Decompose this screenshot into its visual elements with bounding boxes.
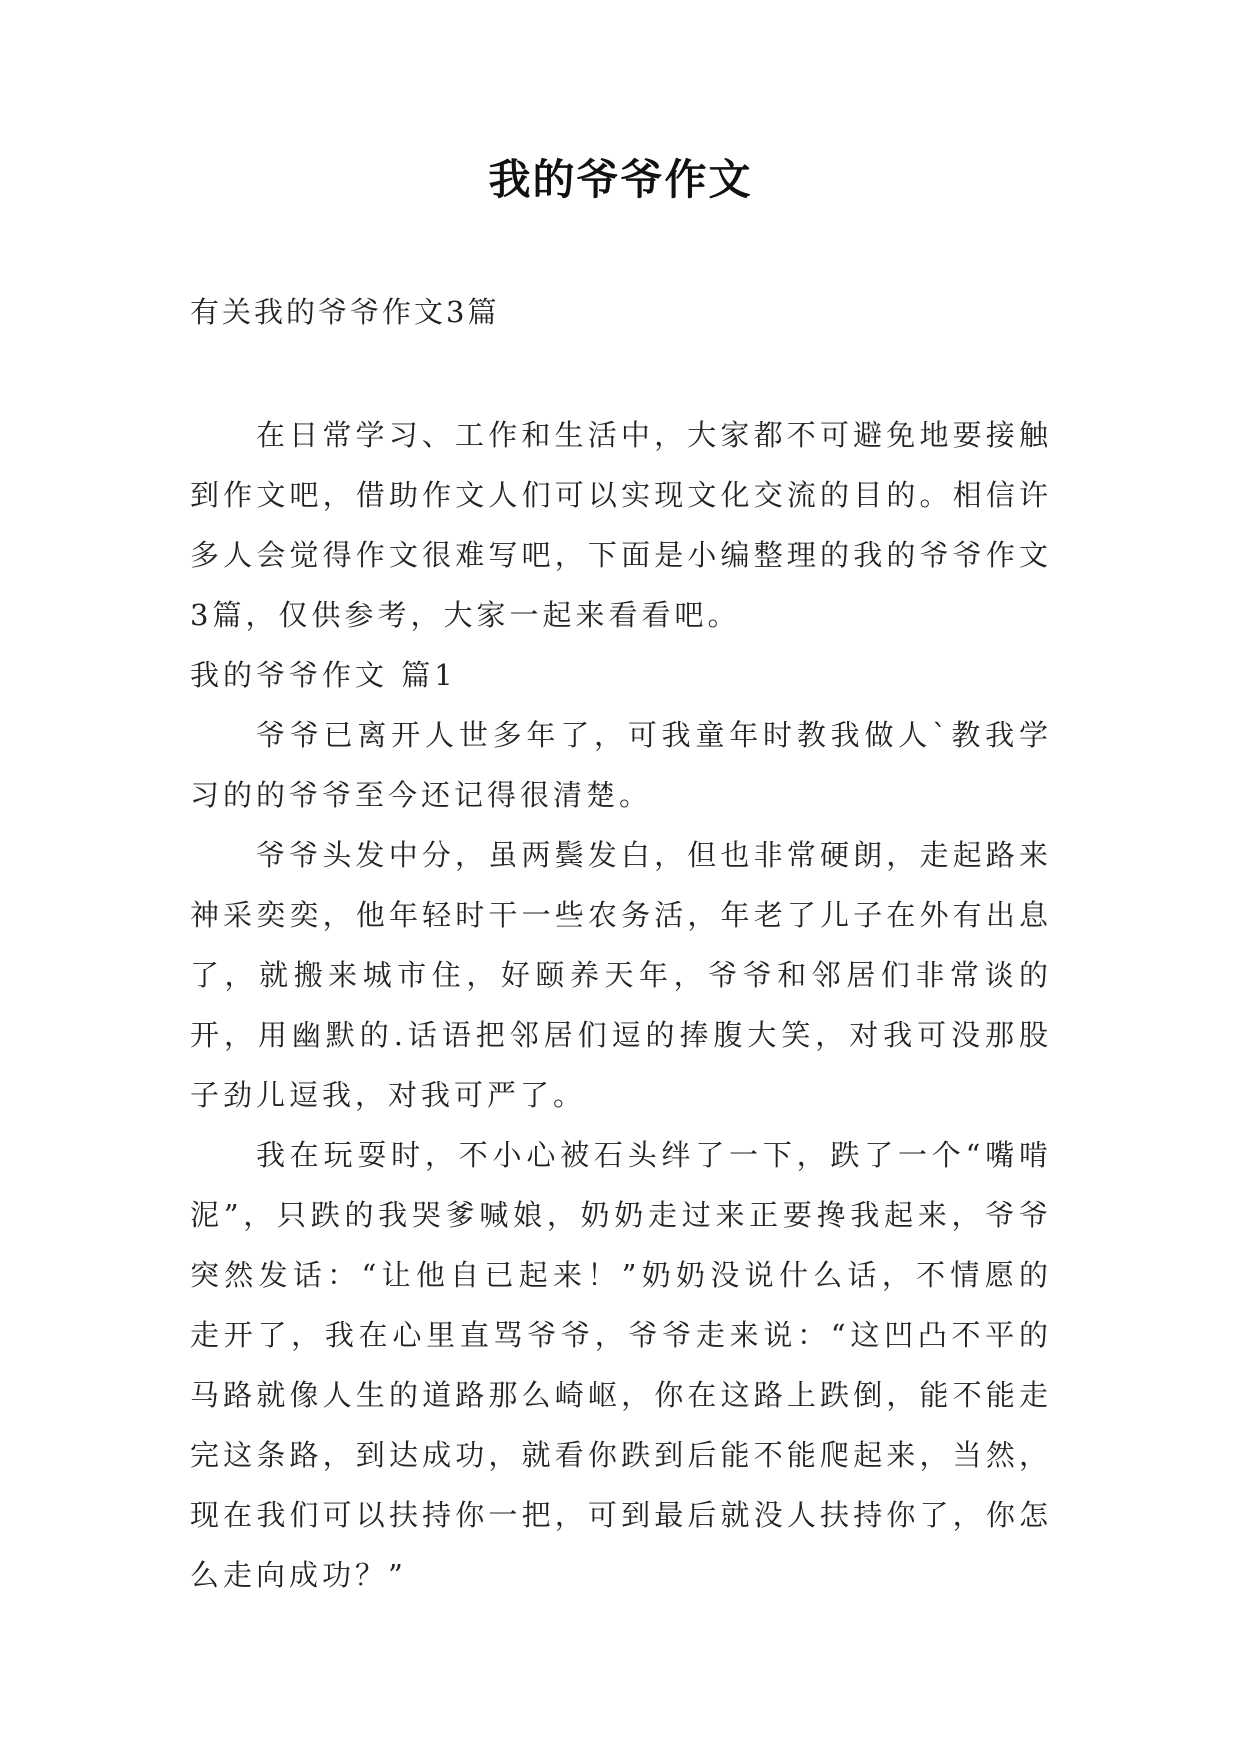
body-paragraph-3: 我在玩耍时，不小心被石头绊了一下，跌了一个“嘴啃泥”，只跌的我哭爹喊娘，奶奶走过来正要搀我起来，爷爷突然发话：“让他自已起来！”奶奶没说什么话，不情愿的走开了，我在心里直骂爷爷，爷爷走来说：“这凹凸不平的马路就像人生的道路那么崎岖，你在这路上跌倒，能不能走完这条路，到达成功，就看你跌到后能不能爬起来，当然，现在我们可以扶持你一把，可到最后就没人扶持你了，你怎么走向成功？” bbox=[190, 1138, 1052, 1592]
document-body bbox=[190, 405, 1052, 1605]
body-paragraph-2: 爷爷头发中分，虽两鬓发白，但也非常硬朗，走起路来神采奕奕，他年轻时干一些农务活，年老了儿子在外有出息了，就搬来城市住，好颐养天年，爷爷和邻居们非常谈的开，用幽默的.话语把邻居们逗的捧腹大笑，对我可没那股子劲儿逗我，对我可严了。 bbox=[190, 838, 1052, 1112]
document-title: 我的爷爷作文 bbox=[488, 155, 753, 204]
section-heading: 我的爷爷作文 篇1 bbox=[190, 658, 457, 692]
intro-paragraph: 在日常学习、工作和生活中，大家都不可避免地要接触到作文吧，借助作文人们可以实现文化交流的目的。相信许多人会觉得作文很难写吧，下面是小编整理的我的爷爷作文3篇，仅供参考，大家一起来看看吧。 bbox=[190, 418, 1052, 632]
document-subtitle: 有关我的爷爷作文3篇 bbox=[190, 295, 500, 329]
body-paragraph-1: 爷爷已离开人世多年了，可我童年时教我做人`教我学习的的爷爷至今还记得很清楚。 bbox=[190, 718, 1052, 812]
